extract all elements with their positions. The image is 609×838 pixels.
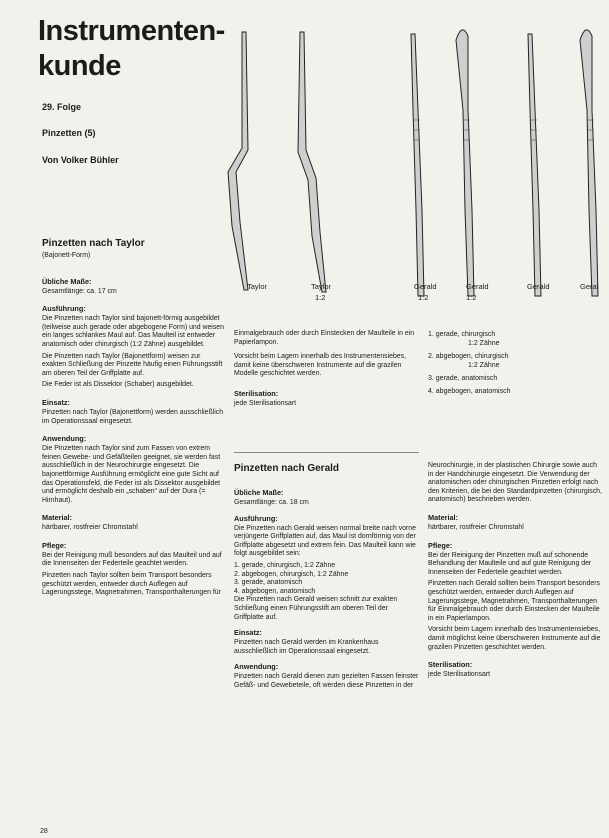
taylor-dims-label: Übliche Maße: <box>42 276 92 286</box>
section-divider <box>234 452 419 453</box>
taylor-design-p1: Die Pinzetten nach Taylor sind bajonett-förmig ausgebildet (teilweise auch gerade oder abgebogene Form) und weisen ein langes schlankes Maul auf. Das Maulteil ist entweder anatomisch oder chirurgisch (1:2 Zähne) ausgebildet. <box>42 315 224 348</box>
right-list-item-4: 4. abgebogen, anatomisch <box>428 388 511 395</box>
right-list-item-1: 1. gerade, chirurgisch <box>428 331 496 338</box>
taylor-use-text: Pinzetten nach Taylor (Bajonettform) werden ausschließlich im Operationssaal eingesetzt. <box>42 408 224 425</box>
right-care-p3: Vorsicht beim Lagern innerhalb des Instrumentensiebes, damit möglichst keine überschweren Instrumente auf die grazilen Pinzetten geschichtet werden. <box>428 626 601 651</box>
taylor-care-p2: Pinzetten nach Taylor sollten beim Transport besonders geschützt werden, entweder durch Auflegen auf Lagerungsstege, Magnetrahmen, Transporthalterungen für <box>42 572 221 597</box>
taylor-care-p1: Bei der Reinigung muß besonders auf das Maulteil und auf die Innenseiten der Federteile geachtet werden. <box>42 551 222 568</box>
right-list-item-3: 3. gerade, anatomisch <box>428 375 498 382</box>
caption-taylor-2: Taylor <box>311 282 332 291</box>
taylor-design-p3: Die Feder ist als Dissektor (Schaber) ausgebildet. <box>42 381 194 389</box>
subject-label: Pinzetten (5) <box>42 128 96 138</box>
taylor-dims-text: Gesamtlänge: ca. 17 cm <box>42 287 117 295</box>
page-number: 28 <box>40 828 48 835</box>
gerald-variant-3: 3. gerade, anatomisch <box>234 579 303 587</box>
gerald-design-p2: Die Pinzetten nach Gerald weisen schnitt zur exakten Schließung einen Führungsstift am oberen Teil der Griffplatte auf. <box>234 596 398 621</box>
title-line-2: kunde <box>38 50 121 82</box>
gerald-use-text: Pinzetten nach Gerald werden im Krankenhaus ausschließlich im Operationssaal eingesetzt. <box>234 639 379 655</box>
caption-gerald-1: Gerald <box>414 282 437 291</box>
gerald-dims-label: Übliche Maße: <box>234 488 284 497</box>
taylor-design-p2: Die Pinzetten nach Taylor (Bajonettform) weisen zur exakten Schließung der Pinzette häufig einen Führungsstift am oberen Teil der Griffplatte auf. <box>42 352 223 377</box>
right-ster-label: Sterilisation: <box>428 660 473 670</box>
gerald-apply-label: Anwendung: <box>234 662 279 672</box>
mid-ster-label: Sterilisation: <box>234 388 279 398</box>
gerald-design-label: Ausführung: <box>234 513 278 523</box>
taylor-subheading: (Bajonett-Form) <box>42 252 91 259</box>
caption-gerald-4: Geral <box>580 282 599 291</box>
gerald-use-label: Einsatz: <box>234 628 262 638</box>
right-list-item-2: 2. abgebogen, chirurgisch <box>428 353 509 360</box>
taylor-material-label: Material: <box>42 513 73 523</box>
gerald-heading: Pinzetten nach Gerald <box>234 463 340 474</box>
caption-gerald-1-ratio: 1:2 <box>418 293 429 302</box>
taylor-heading: Pinzetten nach Taylor <box>42 238 145 249</box>
taylor-care-label: Pflege: <box>42 540 67 550</box>
series-label: 29. Folge <box>42 102 82 112</box>
right-care-p2: Pinzetten nach Gerald sollten beim Transport besonders geschützt werden, entweder durch Auflegen auf Lagerungsstege, Magnetrahmen, Transporthalterungen für Einmalgebrauch oder durch Einstecken der Maulteile in ein Papierlampon. <box>428 580 600 622</box>
right-column <box>428 462 603 683</box>
middle-top-column <box>234 330 419 412</box>
right-list-item-2b: 1:2 Zähne <box>468 362 500 369</box>
mid-ster-text: jede Sterilisationsart <box>234 399 297 407</box>
title-line-1: Instrumenten- <box>38 15 225 47</box>
taylor-design-label: Ausführung: <box>42 304 86 314</box>
caption-taylor-2-ratio: 1:2 <box>315 293 326 302</box>
mid-p2: Vorsicht beim Lagern innerhalb des Instrumentensiebes, damit keine überschweren Instrumente auf die grazilen Modelle geschichtet werden. <box>234 353 406 378</box>
gerald-variant-4: 4. abgebogen, anatomisch <box>234 587 316 595</box>
gerald-variant-1: 1. gerade, chirurgisch, 1:2 Zähne <box>234 561 336 569</box>
gerald-design-p1: Die Pinzetten nach Gerald weisen normal breite nach vorne verjüngerte Griffplatten auf, das Maul ist dornförmig von der Griffplatte abgesetzt und extrem fein. Das Maulteil kann wie folgt ausgebildet sein: <box>234 524 416 558</box>
right-list-item-1b: 1:2 Zähne <box>468 340 500 347</box>
taylor-apply-label: Anwendung: <box>42 434 87 444</box>
caption-gerald-3: Gerald <box>527 282 550 291</box>
right-p1: Neurochirurgie, in der plastischen Chirurgie sowie auch in der Handchirurgie eingesetzt. Die Verwendung der anatomischen oder chirurgischen Pinzetten erfolgt nach den Kriterien, die bei den Standardpinzetten (chirurgisch, anatomisch) beschrieben werden. <box>428 462 602 504</box>
right-ster-text: jede Sterilisationsart <box>428 671 491 679</box>
mid-p1: Einmalgebrauch oder durch Einstecken der Maulteile in ein Papierlampon. <box>234 330 415 346</box>
caption-taylor-1: Taylor <box>247 282 268 291</box>
gerald-dims-text: Gesamtlänge: ca. 18 cm <box>234 499 309 506</box>
forceps-variant-list <box>428 330 603 396</box>
right-care-label: Pflege: <box>428 540 453 550</box>
author-label: Von Volker Bühler <box>42 155 119 165</box>
right-material-label: Material: <box>428 512 459 522</box>
taylor-use-label: Einsatz: <box>42 397 70 407</box>
caption-gerald-2-ratio: 1:2 <box>466 293 477 302</box>
taylor-apply-text: Die Pinzetten nach Taylor sind zum Fassen von extrem feinen Gewebe- und Gefäßteilen geeignet, sie werden fast ausschließlich in der Neurochirurgie eingesetzt. Die bajonettförmige Ausführung ermöglicht eine gute Sicht auf das Operationsfeld, die Feder ist als Dissektor ausgebildet und ermöglicht deshalb ein „schaben“ auf der Dura (= Hirnhaut). <box>42 445 221 504</box>
right-care-p1: Bei der Reinigung der Pinzetten muß auf schonende Behandlung der Maulteile und auf gute Reinigung der Innenseiten der Federteile geachtet werden. <box>428 551 592 576</box>
taylor-material-text: härtbarer, rostfreier Chromstahl <box>42 524 138 532</box>
taylor-column <box>42 238 225 601</box>
caption-gerald-2: Gerald <box>466 282 489 291</box>
right-material-text: härtbarer, rostfreier Chromstahl <box>428 523 524 531</box>
gerald-apply-text: Pinzetten nach Gerald dienen zum gezielten Fassen feinster Gefäß- und Gewebeteile, oft werden diese Pinzetten in der <box>234 673 419 689</box>
gerald-variant-2: 2. abgebogen, chirurgisch, 1:2 Zähne <box>234 570 349 578</box>
gerald-column <box>234 463 419 694</box>
